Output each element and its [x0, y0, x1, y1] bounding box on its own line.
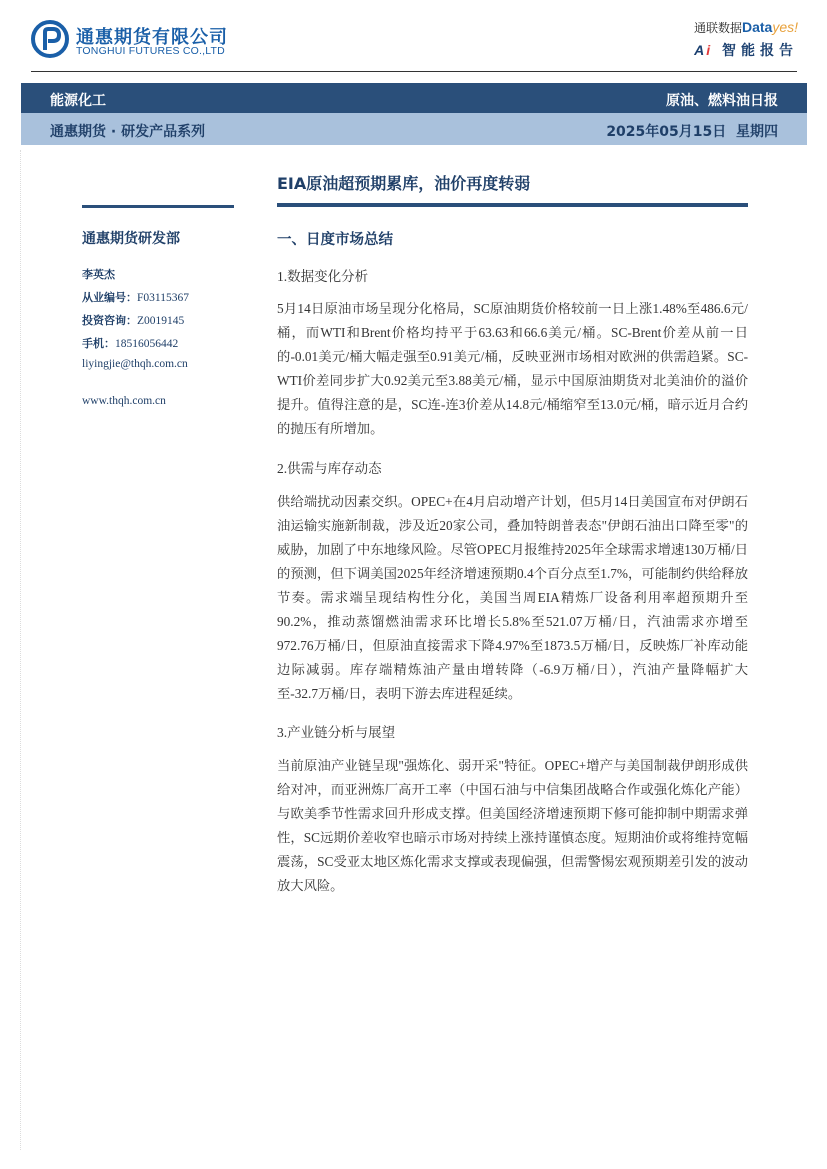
- paragraph-supply-demand: 供给端扰动因素交织。OPEC+在4月启动增产计划，但5月14日美国宣布对伊朗石油运输实施新制裁，涉及近20家公司，叠加特朗普表态"伊朗石油出口降至零"的威胁，加剧了中东地缘风险。尽管OPEC月报维持2025年全球需求增速130万桶/日的预测，但下调美国2025年经济增速预期0.4个百分点至1.7%，可能制约供给释放节奏。需求端呈现结构性分化，美国当周EIA精炼厂设备利用率超预期升至90.2%，推动蒸馏燃油需求环比增长5.8%至521.07万桶/日，汽油需求亦增至972.76万桶/日，但原油直接需求下降4.97%至1873.5万桶/日，反映炼厂补库动能边际减弱。库存端精炼油产量由增转降（-6.9万桶/日），汽油产量降幅扩大至-32.7万桶/日，表明下游去库进程延续。: [277, 494, 748, 701]
- subheading-supply-demand: 2.供需与库存动态: [277, 461, 382, 476]
- website-link[interactable]: www.thqh.com.cn: [82, 395, 166, 407]
- company-logo-icon: [31, 20, 69, 58]
- paragraph-outlook: 当前原油产业链呈现"强炼化、弱开采"特征。OPEC+增产与美国制裁伊朗形成供给对冲，而亚洲炼厂高开工率（中国石油与中信集团战略合作或强化炼化产能）与欧美季节性需求回升形成支撑。但美国经济增速预期下修可能抑制中期需求弹性，SC远期价差收窄也暗示市场对持续上涨持谨慎态度。短期油价或将维持宽幅震荡，SC受亚太地区炼化需求支撑或表现偏强，但需警惕宏观预期差引发的波动放大风险。: [277, 758, 748, 893]
- department-name: 通惠期货研发部: [82, 231, 180, 247]
- series-band: [21, 113, 807, 145]
- report-title: EIA原油超预期累库，油价再度转弱: [277, 174, 531, 193]
- company-name-en: TONGHUI FUTURES CO.,LTD: [76, 45, 225, 57]
- sector-band: [21, 83, 807, 113]
- analyst-name: 李英杰: [82, 268, 115, 281]
- report-type-label: 原油、燃料油日报: [666, 93, 778, 109]
- page-header: [0, 0, 827, 72]
- ai-report-brand: [694, 40, 798, 60]
- datayes-brand: [694, 19, 798, 36]
- subheading-outlook: 3.产业链分析与展望: [277, 725, 396, 740]
- page-margin-line: [20, 150, 21, 1150]
- section-heading: 一、日度市场总结: [277, 232, 393, 248]
- ai-logo-icon: Ai: [694, 42, 713, 58]
- phone-number: 手机：18516056442: [82, 337, 179, 350]
- advisory-number: 投资咨询：Z0019145: [82, 314, 185, 327]
- subheading-data-analysis: 1.数据变化分析: [277, 269, 369, 284]
- title-divider: [277, 203, 748, 207]
- brand-report-label: 智能报告: [722, 43, 798, 59]
- brand-yes: yes!: [772, 19, 798, 35]
- company-name-cn: 通惠期货有限公司: [76, 27, 228, 48]
- sidebar-divider: [82, 205, 234, 208]
- series-label: 通惠期货 · 研发产品系列: [50, 124, 206, 140]
- brand-data: Data: [741, 19, 773, 35]
- license-number: 从业编号：F03115367: [82, 291, 189, 304]
- paragraph-data-analysis: 5月14日原油市场呈现分化格局，SC原油期货价格较前一日上涨1.48%至486.6元/桶，而WTI和Brent价格均持平于63.63和66.6美元/桶。SC-Brent价差从前一日的-0.01美元/桶大幅走强至0.91美元/桶，反映亚洲市场相对欧洲的供需趋紧。SC-WTI价差同步扩大0.92美元至3.88美元/桶，显示中国原油期货对北美油价的溢价提升。值得注意的是，SC连-连3价差从14.8元/桶缩窄至13.0元/桶，暗示近月合约的抛压有所增加。: [277, 301, 748, 436]
- report-date: 2025年05月15日 星期四: [606, 124, 778, 140]
- email-link[interactable]: liyingjie@thqh.com.cn: [82, 358, 188, 370]
- sector-label: 能源化工: [50, 93, 106, 109]
- brand-prefix: 通联数据: [693, 21, 742, 35]
- header-divider: [31, 71, 797, 72]
